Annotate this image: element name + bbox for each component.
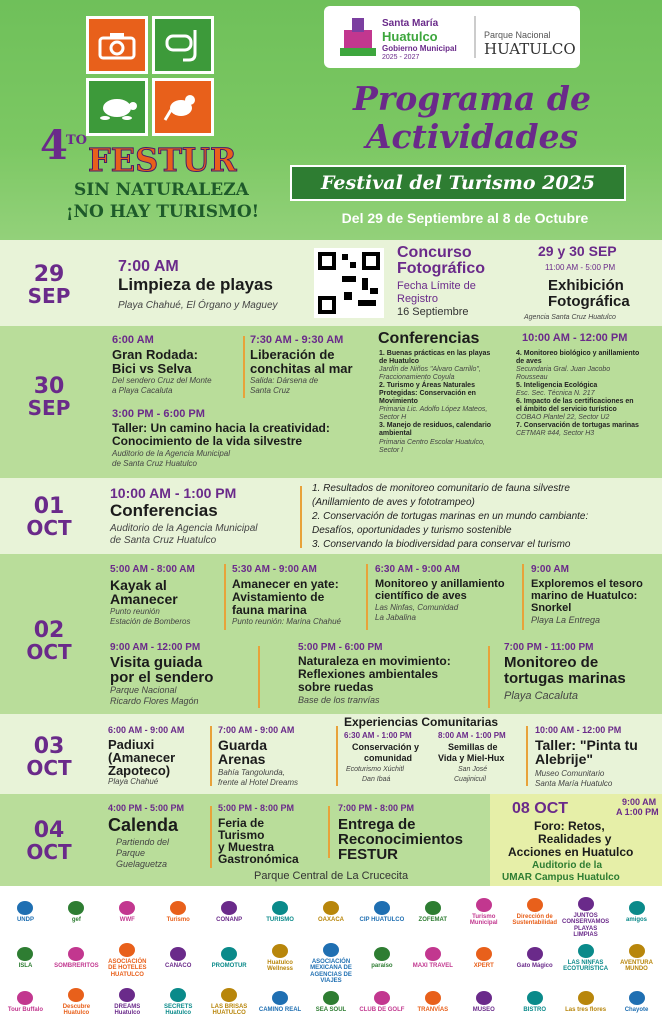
activity-title3: Snorkel — [531, 602, 572, 614]
activity-title1: Feria de — [218, 816, 265, 830]
government-logos — [324, 6, 580, 68]
forum-title1: Foro: Retos, — [534, 819, 605, 833]
forum-title2: Realidades y — [538, 832, 612, 846]
day-30-sep — [0, 326, 662, 478]
contest-l3: 16 Septiembre — [397, 306, 469, 318]
activity-place2: Santa Cruz — [250, 386, 291, 395]
sponsor-emblem-icon — [374, 901, 390, 915]
sponsor-logo — [562, 984, 609, 1020]
sponsor-name: paraíso — [371, 962, 393, 969]
activity-place1: Del sendero Cruz del Monte — [112, 376, 212, 385]
sponsor-emblem-icon — [272, 901, 288, 915]
activity-title1: Liberación de — [250, 347, 335, 362]
activity-title2: tortugas marinas — [504, 670, 626, 687]
festur-name: FESTUR — [88, 141, 237, 179]
sponsor-name: JUNTOS CONSERVAMOS PLAYAS LIMPIAS — [562, 913, 610, 938]
activity-time: 7:00 AM - 9:00 AM — [218, 725, 295, 735]
activity-title2: Alebrije" — [535, 751, 593, 767]
sponsor-logo — [2, 894, 49, 930]
activity-time: 3:00 PM - 6:00 PM — [112, 408, 205, 420]
activity-time: 4:00 PM - 5:00 PM — [108, 803, 185, 813]
sponsor-emblem-icon — [629, 944, 645, 958]
sponsor-emblem-icon — [629, 901, 645, 915]
contest-l2: Registro — [397, 293, 438, 305]
sponsor-name: PROMOTUR — [211, 962, 247, 969]
activity-place2: Estación de Bomberos — [110, 617, 191, 626]
sponsor-emblem-icon — [476, 898, 492, 912]
activity-title1: Monitoreo y anillamiento — [375, 578, 505, 590]
exp2-title2: Vida y Miel-Hux — [438, 753, 505, 763]
exp1-title2: comunidad — [364, 753, 413, 763]
sponsor-name: Tour Buffalo — [7, 1006, 44, 1013]
day-label: 04 OCT — [26, 818, 72, 864]
divider — [210, 806, 212, 868]
activity-place2: de Santa Cruz Huatulco — [110, 535, 217, 546]
sponsor-name: Las tres flores — [565, 1006, 607, 1013]
activity-time: 6:30 AM - 9:00 AM — [375, 564, 460, 575]
activity-place1: Parque Nacional — [110, 685, 177, 695]
activity-place1: Las Ninfas, Comunidad — [375, 603, 459, 612]
day-29-sep — [0, 240, 662, 326]
activity-place: Playa Chahué, El Órgano y Maguey — [118, 300, 278, 311]
sponsor-logos — [0, 886, 662, 1024]
sponsor-name: TRANVÍAS — [417, 1006, 449, 1013]
sponsor-logo — [308, 940, 355, 984]
gov-line3: Gobierno Municipal — [382, 44, 457, 53]
sponsor-name: CAMINO REAL — [258, 1006, 302, 1013]
sponsor-logo — [409, 984, 456, 1020]
sponsor-emblem-icon — [578, 944, 594, 958]
sponsor-logo — [562, 940, 609, 976]
sponsor-name: Descubre Huatulco — [62, 1003, 91, 1016]
sponsor-name: Huatulco Wellness — [267, 959, 294, 972]
activity-time: 7:00 PM - 11:00 PM — [504, 642, 594, 653]
activity-time: 5:00 AM - 8:00 AM — [110, 564, 195, 575]
divider — [224, 564, 226, 630]
divider — [258, 646, 260, 708]
title-line1: Programa de — [353, 79, 591, 118]
exp1-place1: Ecoturismo Xúchitl — [346, 766, 404, 773]
activity-place2: La Jabalina — [375, 613, 416, 622]
sponsor-name: XPERT — [473, 962, 494, 969]
divider — [300, 486, 302, 548]
exhibit-title1: Exhibición — [548, 277, 624, 294]
forum-box — [490, 794, 662, 886]
activity-title2: Bici vs Selva — [112, 361, 192, 376]
turtle-icon — [86, 78, 148, 136]
sponsor-emblem-icon — [425, 991, 441, 1005]
sponsor-name: ASOCIACIÓN DE HOTELES HUATULCO — [108, 959, 147, 978]
sponsor-emblem-icon — [221, 988, 237, 1002]
sponsor-emblem-icon — [527, 947, 543, 961]
sponsor-name: CLUB DE GOLF — [359, 1006, 405, 1013]
sponsor-logo — [104, 940, 151, 976]
sponsor-logo — [2, 984, 49, 1020]
conferences-time: 10:00 AM - 12:00 PM — [522, 332, 628, 344]
festival-dates: Del 29 de Septiembre al 8 de Octubre — [341, 210, 589, 226]
sponsor-emblem-icon — [68, 901, 84, 915]
sponsor-emblem-icon — [374, 947, 390, 961]
festur-number: 4 — [40, 122, 67, 169]
sponsor-row-3 — [0, 984, 662, 1020]
slogan-line1: SIN NATURALEZA — [74, 180, 249, 200]
sponsor-logo — [206, 894, 253, 930]
activity-time: 5:00 PM - 8:00 PM — [218, 803, 295, 813]
sponsor-name: Turismo — [166, 916, 190, 923]
festur-to: TO — [66, 133, 87, 148]
title-line2: Actividades — [365, 117, 579, 156]
sponsor-name: UNDP — [16, 916, 34, 923]
church-icon — [340, 14, 376, 58]
sponsor-emblem-icon — [323, 991, 339, 1005]
activity-place1: Auditorio de la Agencia Municipal — [112, 449, 230, 458]
sponsor-emblem-icon — [578, 897, 594, 911]
sponsor-name: TURISMO — [266, 916, 294, 923]
sponsor-logo — [460, 894, 507, 930]
activity-place: Base de los tranvías — [298, 695, 380, 705]
camera-icon — [86, 16, 148, 74]
activity-place2: Parque — [116, 848, 146, 858]
exhibit-time: 11:00 AM - 5:00 PM — [545, 263, 616, 272]
sponsor-logo — [358, 984, 405, 1020]
activity-title2: Arenas — [218, 751, 266, 767]
sponsor-emblem-icon — [527, 991, 543, 1005]
sponsor-logo — [155, 894, 202, 930]
day-label: 03 OCT — [26, 734, 72, 780]
slogan-line2: ¡NO HAY TURISMO! — [66, 202, 260, 222]
sponsor-logo — [257, 894, 304, 930]
activity-title2: conchitas al mar — [250, 361, 353, 376]
sponsor-name: Dirección de Sustentabilidad — [512, 913, 558, 926]
activity-title2: Reconocimientos — [338, 831, 464, 848]
activity-time: 10:00 AM - 1:00 PM — [110, 485, 237, 501]
forum-place2: UMAR Campus Huatulco — [502, 872, 620, 883]
exhibit-head: 29 y 30 SEP — [538, 243, 617, 259]
activity-title1: Taller: Un camino hacia la creatividad: — [112, 421, 330, 435]
activity-title1: Visita guiada — [110, 654, 203, 671]
activity-title2: científico de aves — [375, 590, 467, 602]
activity-place2: a Playa Cacaluta — [112, 386, 173, 395]
forum-title3: Acciones en Huatulco — [508, 845, 634, 859]
sponsor-name: MUSEO — [472, 1006, 495, 1013]
activity-title4: Gastronómica — [218, 852, 299, 866]
sponsor-emblem-icon — [578, 991, 594, 1005]
sponsor-logo — [511, 940, 558, 976]
activity-title: Conferencias — [110, 501, 218, 520]
sponsor-emblem-icon — [476, 991, 492, 1005]
activity-title3: y Muestra — [218, 840, 275, 854]
exp2-place2: Cuajinicuil — [454, 776, 486, 783]
sponsor-emblem-icon — [170, 901, 186, 915]
sponsor-emblem-icon — [170, 947, 186, 961]
activity-title3: Zapoteco) — [108, 763, 171, 778]
sponsor-name: ASOCIACIÓN MEXICANA DE AGENCIAS DE VIAJES — [310, 959, 352, 984]
activity-title1: Padiuxi — [108, 737, 155, 752]
sponsor-logo — [358, 940, 405, 976]
activity-title3: sobre ruedas — [298, 680, 374, 694]
activity-title2: Avistamiento de — [232, 590, 325, 604]
sponsor-name: WWF — [119, 916, 135, 923]
sponsor-logo — [53, 940, 100, 976]
sponsor-logo — [308, 984, 355, 1020]
sponsor-logo — [460, 940, 507, 976]
activity-place1: Auditorio de la Agencia Municipal — [110, 523, 258, 534]
sponsor-name: OAXACA — [317, 916, 344, 923]
experiences-title: Experiencias Comunitarias — [344, 715, 499, 729]
contest-title1: Concurso — [397, 244, 472, 261]
activity-place: Playa La Entrega — [531, 615, 601, 625]
activity-title: Calenda — [108, 815, 179, 835]
sponsor-name: DREAMS Huatulco — [114, 1003, 141, 1016]
activity-place1: Salida: Dársena de — [250, 376, 319, 385]
activity-title2: Reflexiones ambientales — [298, 667, 439, 681]
sponsor-emblem-icon — [68, 988, 84, 1002]
activity-time: 6:00 AM — [112, 334, 154, 346]
activity-title1: Entrega de — [338, 816, 416, 833]
park-line1: Parque Nacional — [484, 30, 551, 40]
conferences-right: 4. Monitoreo biológico y anillamiento de aves Secundaria Gral. Juan Jacobo Rousseau 5. Inteligencia Ecológica Esc. Sec. Técnica N. 217 6. Impacto de las certificaciones en el ámbito del servicio turístico COBAO Plantel 22, Sector U2 7. Conservación de tortugas marinas CETMAR #44, Sector H3 — [516, 350, 640, 438]
divider — [522, 564, 524, 630]
exp2-place1: San José — [458, 766, 488, 773]
sponsor-row-1 — [0, 894, 662, 938]
contest-title2: Fotográfico — [397, 260, 485, 277]
sponsor-emblem-icon — [323, 901, 339, 915]
divider — [366, 564, 368, 630]
exp2-time: 8:00 AM - 1:00 PM — [438, 731, 506, 740]
divider — [210, 726, 212, 786]
exhibit-place: Agencia Santa Cruz Huatulco — [524, 314, 616, 321]
sponsor-emblem-icon — [170, 988, 186, 1002]
sponsor-logo — [53, 984, 100, 1020]
qr-code[interactable] — [314, 248, 384, 318]
sponsor-emblem-icon — [323, 943, 339, 957]
forum-date: 08 OCT — [512, 800, 569, 817]
forum-time2: A 1:00 PM — [616, 807, 659, 817]
activity-title: Limpieza de playas — [118, 275, 273, 294]
activity-place2: Ricardo Flores Magón — [110, 696, 199, 706]
park-line2: HUATULCO — [484, 40, 576, 58]
sponsor-logo — [511, 894, 558, 930]
sponsor-logo — [257, 984, 304, 1020]
exp1-place2: Dan Ibaá — [362, 776, 391, 783]
activity-time: 9:00 AM — [531, 564, 569, 575]
sponsor-name: AVENTURA MUNDO — [620, 959, 653, 972]
activity-place1: Bahía Tangolunda, — [218, 768, 285, 777]
activity-title1: Kayak al — [110, 577, 167, 593]
page-title — [282, 80, 662, 156]
activity-title3: FESTUR — [338, 846, 398, 863]
day-04-oct — [0, 794, 662, 886]
conference-list: 1. Resultados de monitoreo comunitario de fauna silvestre (Anillamiento de aves y fototrampeo) 2. Conservación de tortugas marinas en un mundo cambiante: Desafíos, oportunidades y turismo sostenible 3. Conservando la biodiversidad para conservar el turismo — [312, 483, 589, 550]
divider — [328, 806, 330, 858]
forum-place1: Auditorio de la — [532, 860, 602, 871]
sponsor-logo — [511, 984, 558, 1020]
sponsor-name: Chayote — [624, 1006, 649, 1013]
sponsor-name: ISLA — [18, 962, 33, 969]
sponsor-logo — [308, 894, 355, 930]
sponsor-logo — [613, 894, 660, 930]
sponsor-logo — [409, 894, 456, 930]
sponsor-emblem-icon — [119, 901, 135, 915]
day-label: 30 SEP — [27, 374, 71, 420]
sponsor-logo — [2, 940, 49, 976]
exp1-title1: Conservación y — [352, 742, 420, 752]
sponsor-logo — [206, 984, 253, 1020]
sponsor-emblem-icon — [425, 901, 441, 915]
day-02-oct — [0, 554, 662, 714]
activity-title3: fauna marina — [232, 603, 307, 617]
sponsor-logo — [358, 894, 405, 930]
activity-title1: Gran Rodada: — [112, 347, 198, 362]
sponsor-name: Gato Mágico — [516, 962, 553, 969]
divider — [243, 336, 245, 398]
day-label: 02 OCT — [26, 618, 72, 664]
day-label: 29 SEP — [27, 262, 71, 308]
activity-title2: marino de Huatulco: — [531, 590, 638, 602]
sponsor-logo — [613, 940, 660, 976]
sponsor-emblem-icon — [17, 947, 33, 961]
sponsor-emblem-icon — [17, 901, 33, 915]
sponsor-logo — [613, 984, 660, 1020]
sponsor-emblem-icon — [119, 988, 135, 1002]
activity-place2: de Santa Cruz Huatulco — [112, 459, 197, 468]
activity-place2: frente al Hotel Dreams — [218, 778, 299, 787]
activity-title1: Amanecer en yate: — [232, 577, 339, 591]
shared-place: Parque Central de La Crucecita — [254, 870, 409, 882]
activity-title1: Naturaleza en movimiento: — [298, 654, 451, 668]
sponsor-logo — [155, 940, 202, 976]
header — [0, 0, 662, 240]
divider — [488, 646, 490, 708]
sponsor-logo — [155, 984, 202, 1020]
activity-place1: Partiendo del — [116, 837, 170, 847]
sponsor-name: SEA SOUL — [315, 1006, 347, 1013]
activity-title1: Guarda — [218, 737, 268, 753]
activity-time: 6:00 AM - 9:00 AM — [108, 725, 185, 735]
sponsor-logo — [53, 894, 100, 930]
sponsor-name: SOMBRERITOS — [54, 962, 99, 969]
sponsor-name: CONANP — [216, 916, 243, 923]
activity-title1: Exploremos el tesoro — [531, 578, 643, 590]
sponsor-name: CIP HUATULCO — [359, 916, 405, 923]
sponsor-name: ZOFEMAT — [418, 916, 448, 923]
sponsor-name: gef — [71, 916, 81, 923]
sponsor-name: Turismo Municipal — [469, 913, 498, 926]
activity-title2: por el sendero — [110, 669, 214, 686]
contest-l1: Fecha Límite de — [397, 280, 476, 292]
activity-place1: Punto reunión — [110, 607, 160, 616]
activity-place1: Museo Comunitario — [535, 769, 605, 778]
festival-banner: Festival del Turismo 2025 — [290, 165, 626, 201]
sponsor-emblem-icon — [221, 947, 237, 961]
sponsor-name: LAS NINFAS ECOTURÍSTICA — [563, 959, 609, 972]
activity-place: Playa Chahué — [108, 777, 159, 786]
sponsor-emblem-icon — [374, 991, 390, 1005]
exp2-title1: Semillas de — [448, 742, 498, 752]
sponsor-logo — [460, 984, 507, 1020]
activity-time: 10:00 AM - 12:00 PM — [535, 725, 622, 735]
activity-title1: Taller: "Pinta tu — [535, 737, 638, 753]
activity-time: 7:00 PM - 8:00 PM — [338, 803, 415, 813]
sponsor-emblem-icon — [68, 947, 84, 961]
forum-time1: 9:00 AM — [622, 797, 657, 807]
activity-place: Punto reunión: Marina Chahué — [232, 617, 341, 626]
sponsor-emblem-icon — [272, 991, 288, 1005]
conferences-left: 1. Buenas prácticas en las playas de Huatulco Jardín de Niños "Alvaro Carrillo", Fraccionamiento Coyula 2. Turismo y Áreas Naturales Protegidas: Conservación en Movimiento Primaria Lic. Adolfo López Mateos, Sector H 3. Manejo de residuos, calendario ambiental Primaria Centro Escolar Huatulco, Sector I — [379, 350, 492, 454]
activity-time: 7:30 AM - 9:30 AM — [250, 334, 344, 346]
activity-time: 5:30 AM - 9:00 AM — [232, 564, 317, 575]
sponsor-logo — [562, 894, 610, 938]
sponsor-name: SECRETS Huatulco — [164, 1003, 193, 1016]
sponsor-row-2 — [0, 940, 662, 984]
divider — [474, 16, 476, 58]
bird-icon — [152, 78, 214, 136]
sponsor-logo — [206, 940, 253, 976]
sponsor-emblem-icon — [119, 943, 135, 957]
exhibit-title2: Fotográfica — [548, 293, 630, 310]
day-03-oct — [0, 714, 662, 794]
activity-title2: Turismo — [218, 828, 265, 842]
sponsor-name: BISTRO — [523, 1006, 547, 1013]
exp1-time: 6:30 AM - 1:00 PM — [344, 731, 412, 740]
activity-place3: Guelaguetza — [116, 859, 168, 869]
sponsor-name: LAS BRISAS HUATULCO — [210, 1003, 248, 1016]
activity-title2: (Amanecer — [108, 750, 176, 765]
sponsor-logo — [104, 984, 151, 1020]
activity-place2: Santa María Huatulco — [535, 779, 613, 788]
sponsor-emblem-icon — [425, 947, 441, 961]
activity-title1: Monitoreo de — [504, 654, 599, 671]
sponsor-name: MAXI TRAVEL — [412, 962, 453, 969]
divider — [526, 726, 528, 786]
festur-logo — [86, 16, 222, 140]
sponsor-emblem-icon — [527, 898, 543, 912]
sponsor-logo — [257, 940, 304, 976]
activity-time: 5:00 PM - 6:00 PM — [298, 642, 383, 653]
conferences-title: Conferencias — [378, 330, 480, 347]
activity-title2: Amanecer — [110, 591, 178, 607]
activity-time: 7:00 AM — [118, 258, 179, 275]
gov-line4: 2025 - 2027 — [382, 54, 420, 61]
sponsor-emblem-icon — [221, 901, 237, 915]
sponsor-emblem-icon — [17, 991, 33, 1005]
sponsor-name: amigos — [626, 916, 648, 923]
sponsor-logo — [409, 940, 456, 976]
sponsor-emblem-icon — [629, 991, 645, 1005]
day-label: 01 OCT — [26, 494, 72, 540]
divider — [336, 726, 338, 786]
activity-time: 9:00 AM - 12:00 PM — [110, 642, 201, 653]
activity-place: Playa Cacaluta — [504, 690, 578, 702]
sponsor-name: CANACO — [165, 962, 192, 969]
snorkel-icon — [152, 16, 214, 74]
activity-title2: Conocimiento de la vida silvestre — [112, 434, 303, 448]
gov-line2: Huatulco — [382, 29, 438, 44]
day-01-oct — [0, 478, 662, 554]
sponsor-emblem-icon — [476, 947, 492, 961]
gov-line1: Santa María — [382, 18, 439, 29]
sponsor-logo — [104, 894, 151, 930]
sponsor-emblem-icon — [272, 944, 288, 958]
